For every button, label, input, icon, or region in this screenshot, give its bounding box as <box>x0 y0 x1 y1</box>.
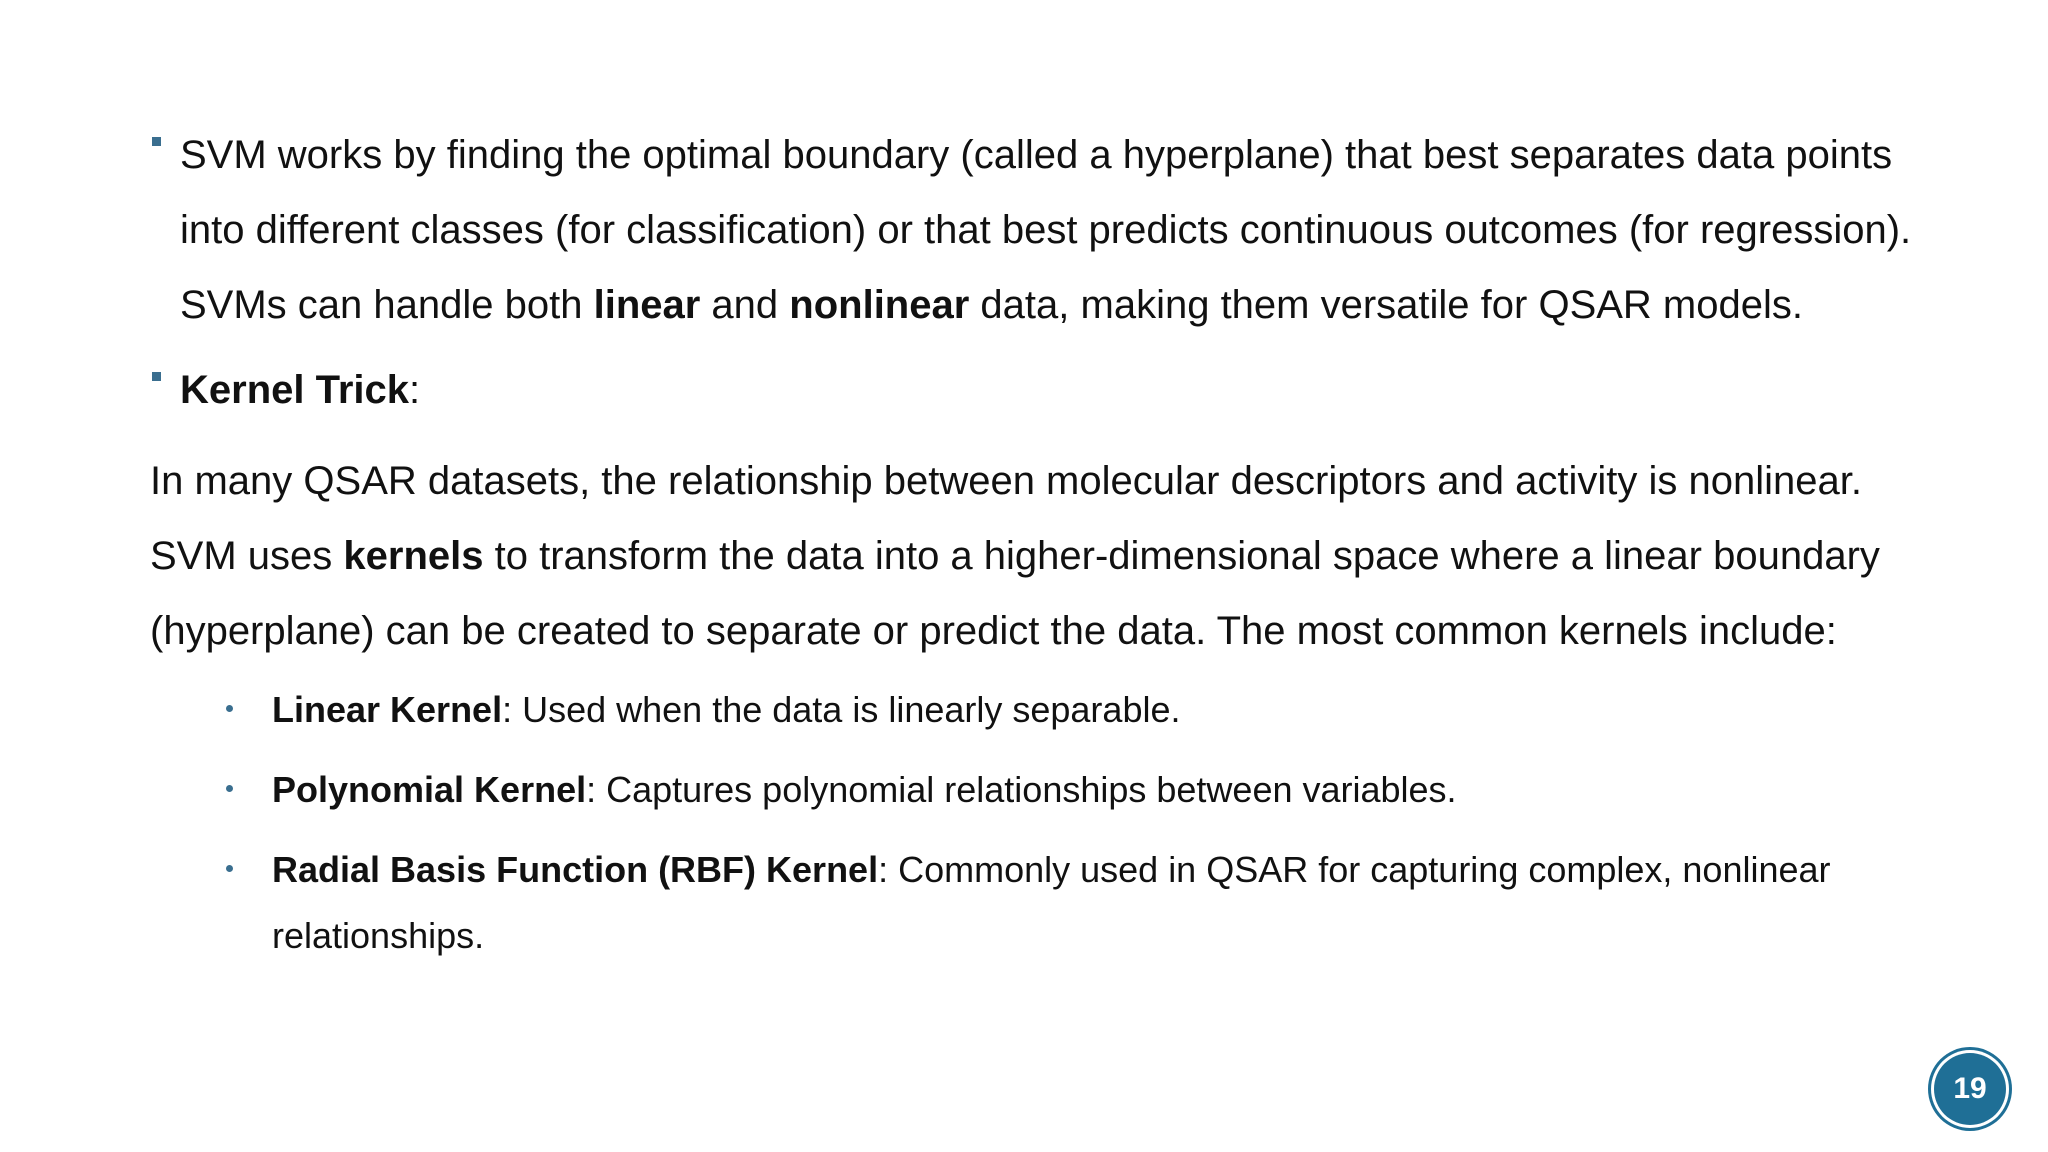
bullet-text-tail: data, making them versatile for QSAR models. <box>969 283 1803 327</box>
bold-linear: linear <box>593 283 701 327</box>
bullet-kernel-trick <box>150 353 1950 428</box>
bold-kernels: kernels <box>343 534 484 578</box>
kernel-desc: : Commonly used in QSAR for capturing complex, nonlinear relationships. <box>272 849 1831 956</box>
square-bullet-icon <box>152 137 161 146</box>
kernel-name: Radial Basis Function (RBF) Kernel <box>272 849 879 890</box>
kernel-item-polynomial <box>150 757 1950 823</box>
kernel-item-linear <box>150 677 1950 743</box>
bullet-text-tail: : <box>409 368 421 412</box>
kernel-name: Polynomial Kernel <box>272 769 587 810</box>
round-bullet-icon <box>226 865 233 872</box>
bullet-svm-description <box>150 118 1950 343</box>
bullet-text: SVM works by finding the optimal boundary (called a hyperplane) that best separates data points into different classes (for classification) or that best predicts continuous outcomes (for regression). SVMs can handle both <box>180 133 1912 327</box>
bold-nonlinear: nonlinear <box>789 283 970 327</box>
round-bullet-icon <box>226 785 233 792</box>
kernel-desc: : Used when the data is linearly separable. <box>502 689 1181 730</box>
page-number-badge: 19 <box>1934 1053 2006 1125</box>
square-bullet-icon <box>152 372 161 381</box>
round-bullet-icon <box>226 705 233 712</box>
paragraph-text-tail: to transform the data into a higher-dimensional space where a linear boundary (hyperplane) can be created to separate or predict the data. The most common kernels include: <box>150 534 1880 653</box>
bullet-text-mid: and <box>700 283 790 327</box>
kernel-item-rbf <box>150 837 1950 969</box>
bold-kernel-trick: Kernel Trick <box>180 368 410 412</box>
slide-content <box>150 118 1950 969</box>
kernel-name: Linear Kernel <box>272 689 503 730</box>
paragraph-text: In many QSAR datasets, the relationship between molecular descriptors and activity is nonlinear. SVM uses <box>150 459 1862 578</box>
kernel-desc: : Captures polynomial relationships between variables. <box>586 769 1457 810</box>
kernel-paragraph <box>150 444 1950 669</box>
